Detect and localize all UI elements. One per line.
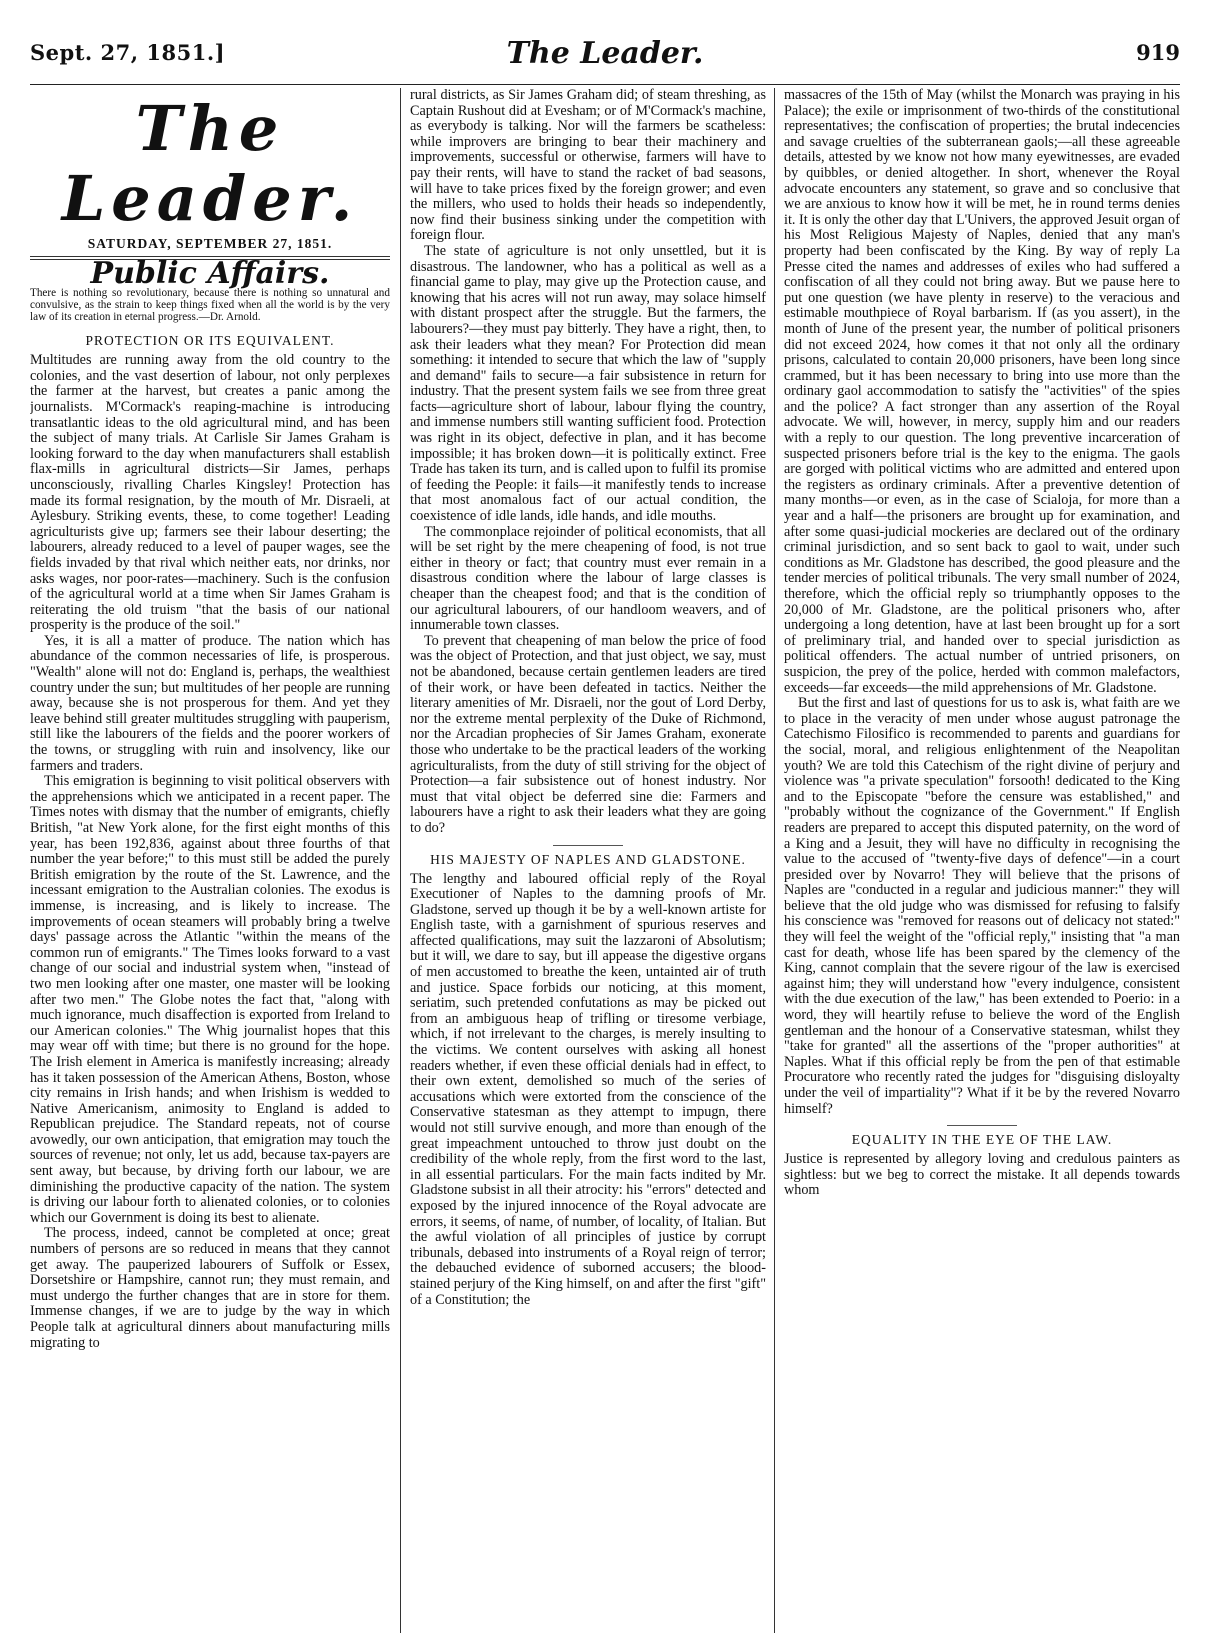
paragraph: The lengthy and laboured official reply of the Royal Executioner of Naples to the damning proofs of Mr. Gladstone, served up though it be by a well-known artiste for English taste, with a garnishment of spurious reserves and affected qualifications, may suit the lazzaroni of Absolutism; but it will, we dare to say, but ill appease the digestive organs of men accustomed to breathe the keen, untainted air of truth and justice. Space forbids our noticing, at this moment, seriatim, such pretended confutations as may be picked out from an ambiguous heap of trifling or tiresome verbiage, which, if not irrelevant to the charges, is merely insulting to the victims. We content ourselves with asking all honest readers whether, if even these official denials had in effect, to their own extent, demolished so much of the series of accusations which were extorted from the conscience of the Conservative statesman as they attempt to impugn, there would not still survive enough, and more than enough of the great impeachment untouched to throw just doubt on the credibility of the whole reply, from the first word to the last, in all essential particulars. For the main facts indited by Mr. Gladstone subsist in all their atrocity: his "errors" detected and exposed by the injured innocence of the Royal advocate are errors, it seems, of name, of number, of locality, of Italian. But the awful violation of all principles of justice by corrupt tribunals, debased into instruments of a Royal reign of terror; the debauched evidence of suborned accusers; the blood-stained perjury of the King himself, on and after the first "gift" of a Constitution; the (410, 870, 766, 1308)
section-divider (947, 1125, 1017, 1126)
masthead-date: SATURDAY, SEPTEMBER 27, 1851. (87, 236, 333, 251)
column-divider (774, 88, 775, 1633)
masthead (30, 94, 390, 323)
paragraph: The commonplace rejoinder of political economists, that all will be set right by the mere cheapening of food, is not true either in theory or fact; that country must ever remain in a disastrous condition where the labour of large classes is cheaper than the cheapest food; and that is the condition of our agricultural labourers, of our handloom weavers, and of innumerable town classes. (410, 523, 766, 634)
column-1 (30, 88, 390, 1633)
paragraph: Multitudes are running away from the old country to the colonies, and the vast desertion of labour, not only perplexes the farmer at the harvest, but creates a panic among the journalists. M'Cormack's reaping-machine is introducing transatlantic ideas to the old agricultural mind, and has been the subject of many trials. At Carlisle Sir James Graham is looking forward to the day when manufacturers shall establish flax-mills in agricultural districts—Sir James, perhaps unconsciously, rivalling Charles Kingsley! Protection has made its formal resignation, by the mouth of Mr. Disraeli, at Aylesbury. Striking events, these, to come together! Leading agriculturists give up; farmers see their labour deserting; the labourers, already reduced to a level of pauper wages, see the fields invaded by that rival which neither eats, nor drinks, nor asks wages, nor poor-rates—machinery. Such is the confusion of the agricultural world at a time when Sir James Graham is reiterating the old truism "that the basis of our national prosperity is the produce of the soil." (30, 352, 390, 634)
paragraph: To prevent that cheapening of man below the price of food was the object of Protection, and that just object, we say, must not be abandoned, because certain gentlemen leaders are tired of their work, or have been defeated in tactics. Neither the literary amenities of Mr. Disraeli, nor the gout of Lord Derby, nor the extreme mental perplexity of the Duke of Richmond, nor the Arcadian prophecies of Sir James Graham, exonerate those who undertake to be the practical leaders of the working agriculturalists, from the duty of still striving for the object of Protection—a fair subsistence out of honest industry. Nor must that vital object be deferred sine die: Farmers and labourers have a right to ask their leaders what they are going to do? (410, 632, 766, 836)
paragraph: This emigration is beginning to visit political observers with the apprehensions which we anticipated in a recent paper. The Times notes with dismay that the number of emigrants, chiefly British, "at New York alone, for the first eight months of this year, has been 192,836, against about three fourths of that number the year before;" to this must still be added the purely British emigration by the route of the St. Lawrence, and the incessant emigration to the Australian colonies. The exodus is immense, is increasing, and is likely to increase. The improvements of ocean steamers will probably bring a twelve days' passage across the Atlantic "within the means of the common run of emigrants." The Times looks forward to a vast change of our social and industrial system when, "instead of two men looking after one master, one master will be looking after two men." The Globe notes the fact that, "along with much ignorance, much disaffection is exported from Ireland to our American colonies." The Whig journalist hopes that this may wear off with time; but there is no ground for the hope. The Irish element in America is manifestly increasing; already has it taken possession of the American Athens, Boston, whose city remains in Irish hands; and when Irishism is wedded to Native Americanism, animosity to England is added to Republican prejudice. The Standard repeats, not of course avowedly, our own anticipation, that emigration may touch the sources of revenue; not only, let us add, because tax-payers are sent away, but because, by driving forth our labour, we are diminishing the productive capacity of the nation. The system is driving our labour forth to alienated colonies, or to colonies which our Government is doing its best to alienate. (30, 773, 390, 1226)
paragraph: The state of agriculture is not only unsettled, but it is disastrous. The landowner, who has a political as well as a financial game to play, may give up the Protection cause, and knowing that his acres will not run away, may solace himself with distant prospect after the struggle. But the farmers, the labourers?—they must pay bitterly. They have a right, then, to ask their leaders what they mean? For Protection did mean something: it intended to secure that which the law of "supply and demand" fails to secure—a fair subsistence in return for industry. That the present system fails we see from three great facts—agriculture short of labour, labour flying the country, and immense numbers still wanting sufficient food. Protection was right in its object, defective in plan, and it has become impossible; it has broken down—it is politically extinct. Free Trade has taken its turn, and is called upon to fulfil its promise of feeding the People: it fails—it manifestly tends to increase that most anomalous fact of our actual condition, the coexistence of idle lands, idle hands, and idle mouths. (410, 242, 766, 525)
section-title: Public Affairs. (90, 255, 330, 291)
page-number: 919 (1136, 40, 1180, 65)
article-heading: HIS MAJESTY OF NAPLES AND GLADSTONE. (430, 851, 746, 867)
masthead-logo: The Leader. (61, 92, 359, 235)
publication-title: The Leader. (506, 36, 704, 71)
paragraph: But the first and last of questions for us to ask is, what faith are we to place in the veracity of men under whose august patronage the Catechismo Filosifico is recommended to parents and guardians for the social, moral, and religious enlightenment of the Neapolitan youth? We are told this Catechism of the right divine of perjury and violence was "a private speculation" forsooth! dedicated to the King and to the Episcopate "before the censure was established," and "probably without the cognizance of the Government." If English readers are prepared to accept this disputed paternity, on the word of a King and a Jesuit, they will have no difficulty in recognising the value to the accused of "twenty-five days of defence"—in a court presided over by Novarro! They will believe that the prisons of Naples are "conducted in a regular and judicious manner:" they will believe that the old judge who was dismissed for refusing to falsify his conscience was "removed for reasons out of delicacy not stated:" they will feel the weight of the "official reply," insisting that "a man cast for death, whose life has been spared by the clemency of the King, cannot complain that the severe rigour of the law is exercised against him; they will understand how "every indulgence, consistent with the due execution of the law," has been extended to Poerio: in a word, they will heartily refuse to believe the word of the English gentleman and the honour of a Conservative statesman, whilst they "take for granted" all the assertions of the "proper authorities" at Naples. What if this official reply be from the pen of that estimable Procuratore who recently rated the judges for "disguising disloyalty under the veil of impartiality"? What if it be by the revered Novarro himself? (784, 695, 1180, 1117)
column-2 (410, 88, 766, 1633)
paragraph: Yes, it is all a matter of produce. The nation which has abundance of the common necessaries of life, is prosperous. "Wealth" alone will not do: England is, perhaps, the wealthiest country under the sun; but multitudes of her people are running away, because she is not prosperous for them. And yet they leave behind still greater multitudes struggling with pauperism, still like the labourers of the fields and the poorer workers of the towns, or struggling with ruin and insolvency, like our farmers and traders. (30, 632, 390, 774)
motto: There is nothing so revolutionary, because there is nothing so unnatural and convulsive, as the strain to keep things fixed when all the world is by the very law of its creation in eternal progress.—Dr. Arnold. (30, 287, 390, 324)
paragraph: Justice is represented by allegory loving and credulous painters as sightless: but we beg to correct the mistake. It all depends towards whom (784, 1151, 1180, 1199)
header-rule (30, 84, 1180, 85)
column-divider (400, 88, 401, 1633)
paragraph: The process, indeed, cannot be completed at once; great numbers of persons are so reduced in means that they cannot get away. The pauperized labourers of Suffolk or Essex, Dorsetshire or Hampshire, cannot run; they must remain, and must undergo the further changes that are in store for them. Immense changes, if we are to judge by the way in which People talk at agricultural dinners about manufacturing mills migrating to (30, 1225, 390, 1351)
section-divider (553, 845, 623, 846)
paragraph: rural districts, as Sir James Graham did; of steam threshing, as Captain Rushout did at Evesham; or of M'Cormack's machine, as everybody is talking. Nor will the farmers be scatheless: while improvers are bringing to bear their machinery and improvements, successful or otherwise, farmers will have to pay their rents, will have to stand the racket of bad seasons, will have to take prices fixed by the foreign grower; and even the millers, who used to holds their heads so independently, now find their business sinking under the competition with foreign flour. (410, 88, 766, 244)
article-heading: EQUALITY IN THE EYE OF THE LAW. (851, 1132, 1113, 1148)
issue-date: Sept. 27, 1851.] (30, 40, 226, 65)
paragraph: massacres of the 15th of May (whilst the Monarch was praying in his Palace); the exile or imprisonment of two-thirds of the constitutional representatives; the confiscation of properties; the brutal indecencies and savage cruelties of the subterranean gaols;—all these agreeable details, attested by we know not how many eyewitnesses, are evaded by quibbles, or denied altogether. In short, whenever the Royal advocate encounters any statement, so grave and so conclusive that we are anxious to know how it will be met, he in round terms denies it. It is only the other day that L'Univers, the approved Jesuit organ of his Most Religious Majesty of Naples, denied that any man's property had been confiscated by the King. By way of reply La Presse cited the names and addresses of exiles who had suffered a confiscation of all they could not bring away. But we pause here to put one question (we have plenty in reserve) to the veracious and estimable mouthpiece of Royal barbarism. If (as you assert), in the month of June of the present year, the number of political prisoners did not exceed 2024, how comes it that not only all the ordinary prisons, calculated to contain 20,000 prisoners, have been long since crammed, but it has been necessary to bring into use more than the ordinary gaol accommodation to satisfy the "activities" of the spies and the police? A fact stronger than any assertion of the Royal advocate. We will, however, in mercy, supply him and our readers with a reply to our question. The long preventive incarceration of suspected prisoners before trial is the key to the enigma. The gaols are gorged with political victims who are admitted and entered upon the registers as ordinary criminals. After a preventive detention of many months—or even, as in the case of Scialoja, for more than a year and a half—the prisoners are brought up for examination, and after some quasi-judicial mockeries are declared out of the ordinary criminal jurisdiction, and so sent back to gaol to wait, under such conditions as Mr. Gladstone has described, the good pleasure and the tender mercies of political tribunals. The very small number of 2024, therefore, which the official reply so triumphantly opposes to the 20,000 of Mr. Gladstone, are the political prisoners who, after undergoing a long detention, have at last been brought up for a sort of preliminary trial, and handed over to special jurisdiction as political offenders. The actual number of untried prisoners, on suspicion, the prey of the police, herded with common malefactors, exceeds—far exceeds—the mild apprehensions of Mr. Gladstone. (784, 88, 1180, 696)
running-header (30, 36, 1180, 82)
column-3 (784, 88, 1180, 1633)
article-heading: PROTECTION OR ITS EQUIVALENT. (85, 333, 335, 349)
